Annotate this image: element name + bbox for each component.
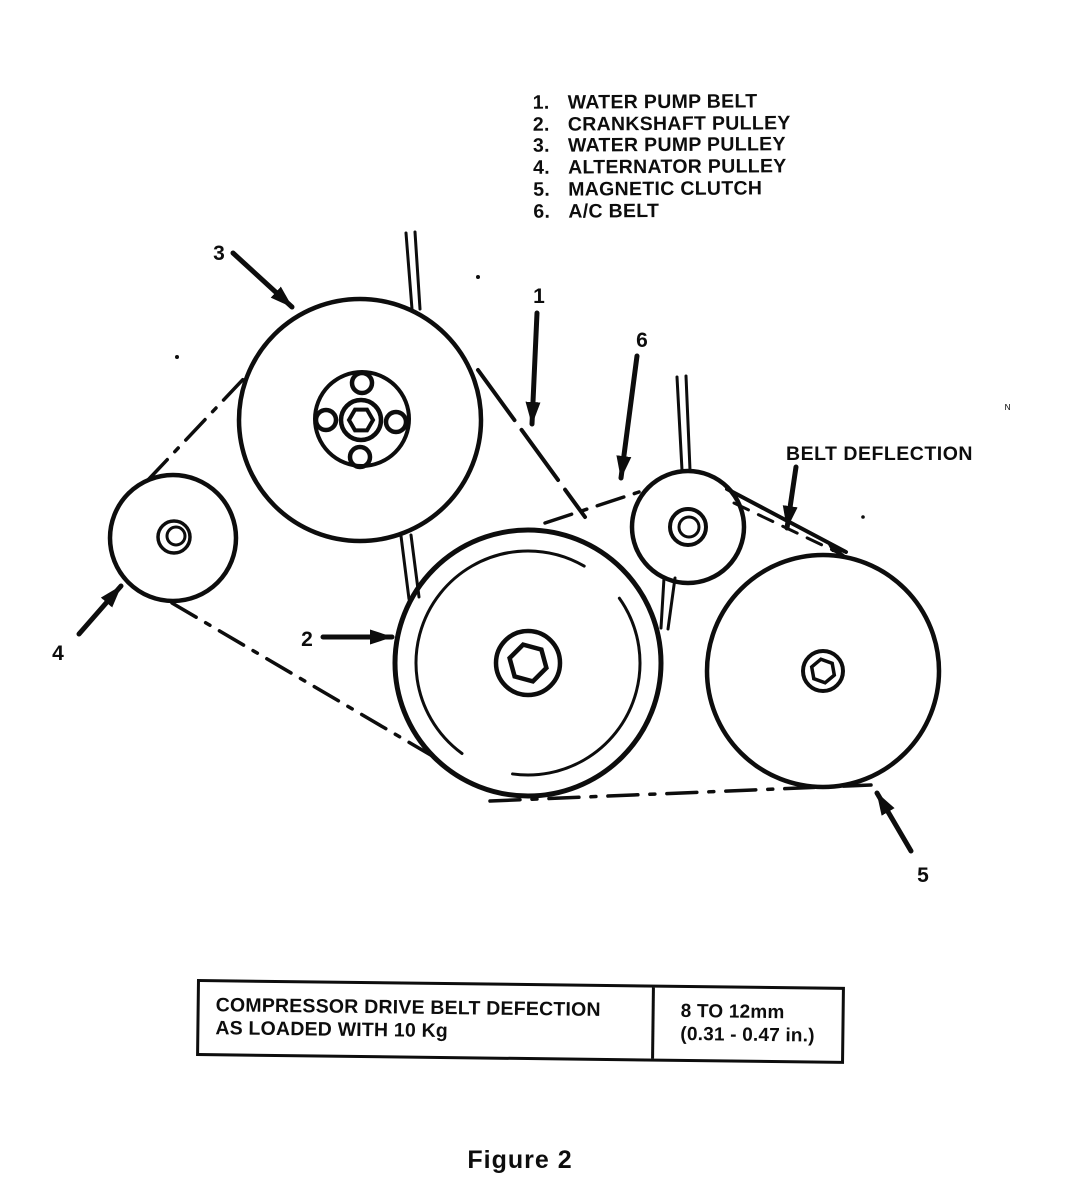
legend-label: MAGNETIC CLUTCH [568,177,763,201]
legend-number: 1. [532,91,550,114]
belt-deflection-label: BELT DEFLECTION [786,443,973,465]
legend-label: WATER PUMP PULLEY [567,133,786,157]
spec-value-line1: 8 TO 12mm [680,1000,785,1024]
spec-value-cell [654,988,842,1061]
legend-item [533,113,791,136]
legend-label: ALTERNATOR PULLEY [567,155,787,179]
legend-label: A/C BELT [568,199,660,223]
magnetic-clutch-pulley [707,555,939,787]
arrow-4 [79,586,121,634]
corner-artifact-mark: ᴺ [1005,402,1011,416]
legend-label: CRANKSHAFT PULLEY [567,111,791,136]
legend-number: 4. [532,156,551,179]
figure-caption: Figure 2 [467,1146,573,1174]
spec-description-line1: COMPRESSOR DRIVE BELT DEFECTION [215,994,601,1021]
callout-3: 3 [213,242,225,265]
legend-item [533,135,791,158]
legend-number: 6. [533,200,551,223]
spec-value-line2: (0.31 - 0.47 in.) [680,1023,815,1047]
legend-number: 5. [533,178,551,201]
deflection-spec-table [196,979,845,1064]
spec-description-cell [199,982,652,1059]
water-pump-pulley [239,299,481,541]
legend-number: 2. [532,113,550,136]
spec-description-line2: AS LOADED WITH 10 Kg [215,1017,449,1043]
crankshaft-pulley [375,510,681,816]
ac-belt [490,489,871,801]
alternator-pulley [110,475,236,601]
arrow-6 [621,356,637,478]
arrow-belt-deflection [787,467,796,528]
legend-item [533,91,791,114]
callout-6: 6 [636,329,648,352]
legend [533,91,792,223]
belt-edge-lines [401,232,690,629]
callout-4: 4 [52,642,64,665]
arrow-1 [532,313,537,424]
scan-artifacts [175,275,1010,519]
legend-item [533,178,791,201]
arrow-3 [233,253,292,307]
callout-1: 1 [533,285,545,308]
legend-number: 3. [532,135,550,158]
callout-2: 2 [301,628,313,651]
callout-5: 5 [917,864,929,887]
legend-item [533,156,791,179]
arrow-5 [877,793,911,851]
callout-arrows [79,253,911,851]
legend-item [533,200,791,223]
legend-label: WATER PUMP BELT [567,90,758,114]
